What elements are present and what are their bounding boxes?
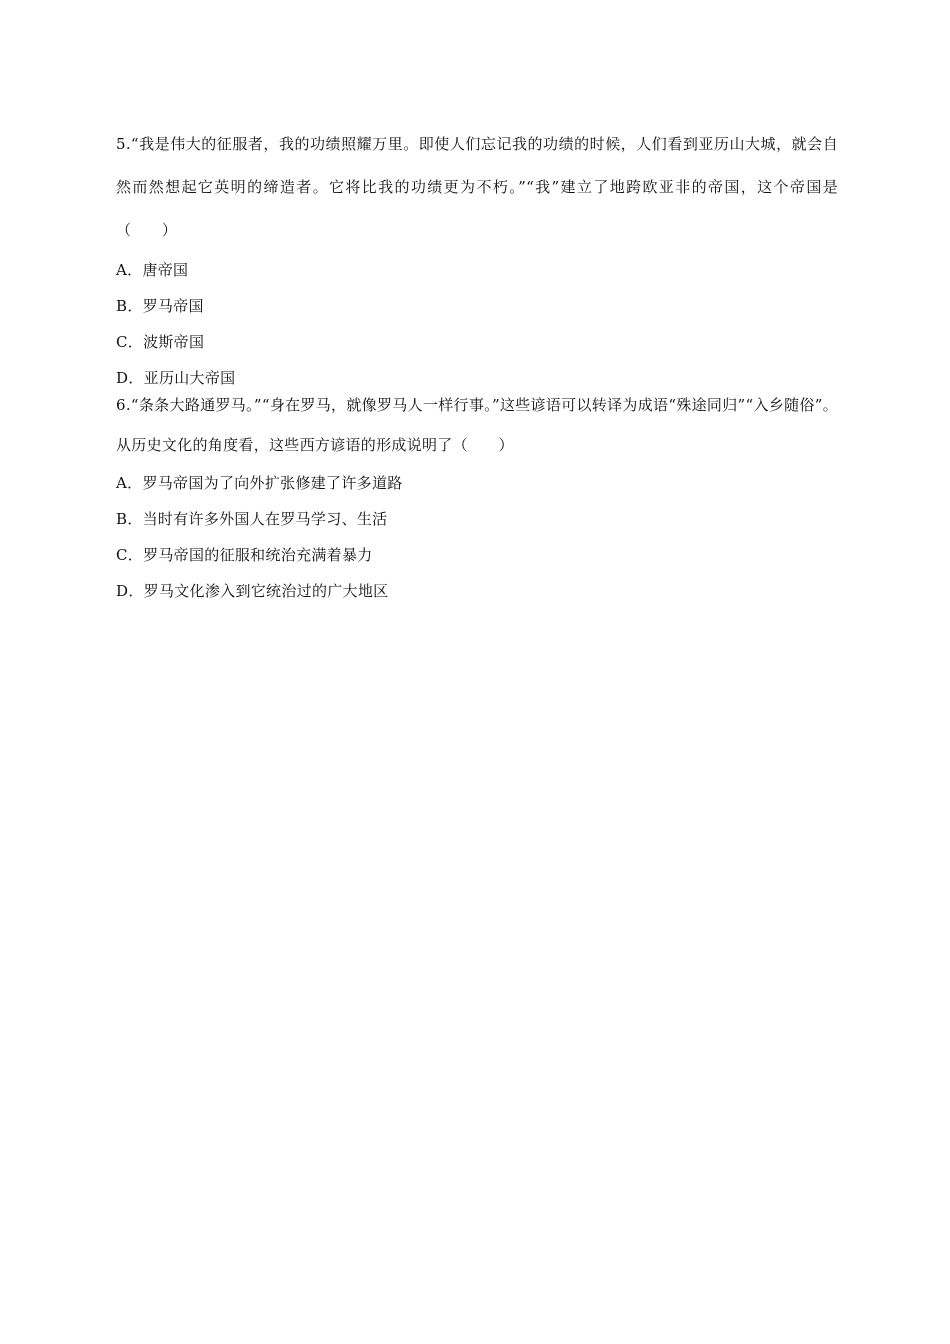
option-a	[116, 465, 838, 501]
question-text: “条条大路通罗马。”“身在罗马，就像罗马人一样行事。”这些谚语可以转译为成语“殊途同归”“入乡随俗”。从历史文化的角度看，这些西方谚语的形成说明了（ ）	[116, 396, 838, 454]
option-letter: B．	[116, 297, 143, 315]
option-text: 当时有许多外国人在罗马学习、生活	[142, 510, 388, 528]
option-text: 波斯帝国	[143, 333, 205, 351]
option-letter: A．	[116, 261, 143, 279]
question-number: 5.	[116, 135, 131, 153]
question-5	[116, 123, 838, 396]
question-text: “我是伟大的征服者，我的功绩照耀万里。即使人们忘记我的功绩的时候，人们看到亚历山大城，就会自然而然想起它英明的缔造者。它将比我的功绩更为不朽。”“我”建立了地跨欧亚非的帝国，这个帝国是（ ）	[116, 135, 838, 239]
option-letter: B．	[116, 510, 143, 528]
option-letter: C．	[116, 546, 144, 564]
option-text: 罗马帝国的征服和统治充满着暴力	[143, 546, 373, 564]
option-letter: D．	[116, 369, 144, 387]
question-stem	[116, 385, 838, 465]
option-text: 罗马帝国为了向外扩张修建了许多道路	[142, 474, 403, 492]
question-stem	[116, 123, 838, 252]
option-list	[116, 465, 838, 609]
option-c	[116, 537, 838, 573]
option-text: 罗马文化渗入到它统治过的广大地区	[143, 582, 389, 600]
option-letter: D．	[116, 582, 144, 600]
option-text: 亚历山大帝国	[143, 369, 236, 387]
option-b	[116, 288, 838, 324]
option-a	[116, 252, 838, 288]
option-list	[116, 252, 838, 396]
option-letter: C．	[116, 333, 144, 351]
option-c	[116, 324, 838, 360]
question-number: 6.	[116, 396, 131, 414]
option-d	[116, 573, 838, 609]
option-text: 唐帝国	[142, 261, 189, 279]
option-b	[116, 501, 838, 537]
option-letter: A．	[116, 474, 143, 492]
option-text: 罗马帝国	[142, 297, 204, 315]
question-6	[116, 385, 838, 609]
